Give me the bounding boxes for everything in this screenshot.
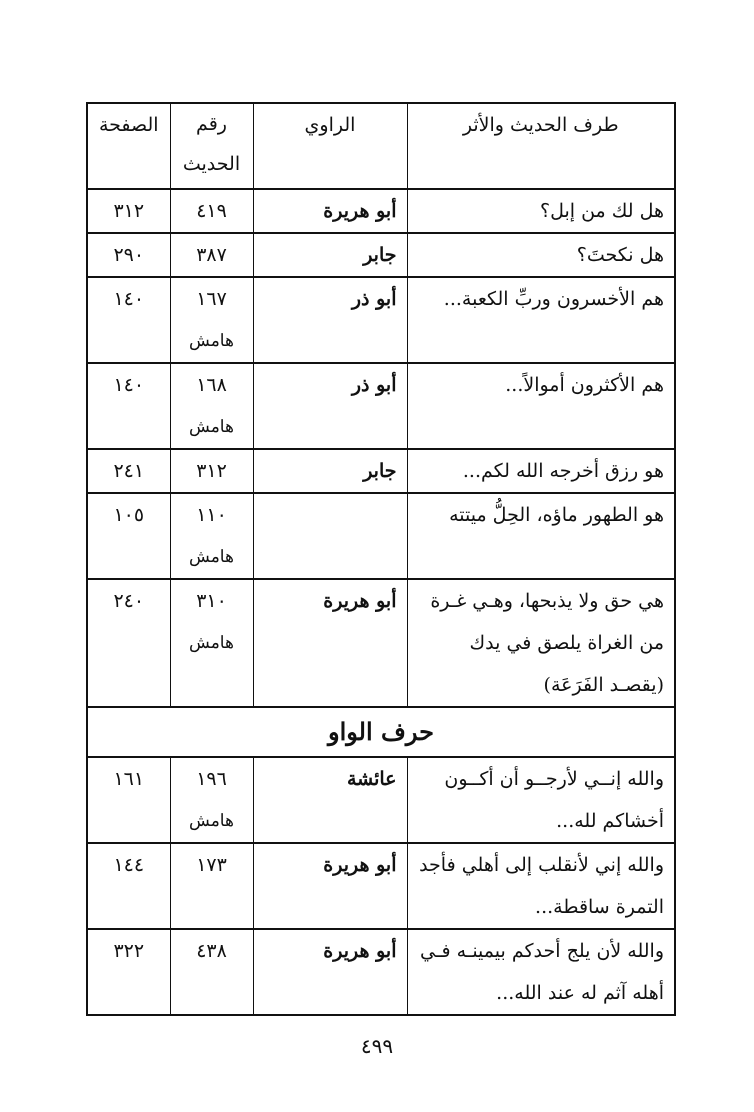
narrator-cell xyxy=(253,493,407,579)
page-cell: ١٤٠ xyxy=(87,363,170,449)
number-cell xyxy=(170,757,253,843)
header-number: رقم الحديث xyxy=(170,103,253,189)
number-cell xyxy=(170,843,253,929)
narrator-cell: جابر xyxy=(253,449,407,493)
page-cell: ١٤٠ xyxy=(87,277,170,363)
hadith-index-table xyxy=(86,102,676,1016)
narrator-cell: أبو ذر xyxy=(253,277,407,363)
hadith-number: ٤٣٨ xyxy=(196,940,227,962)
narrator-cell: جابر xyxy=(253,233,407,277)
narrator-cell: أبو هريرة xyxy=(253,843,407,929)
margin-note: هامش xyxy=(189,417,234,437)
narrator-cell: أبو هريرة xyxy=(253,579,407,707)
header-hadith: طرف الحديث والأثر xyxy=(407,103,675,189)
hadith-cell: هم الأخسرون وربِّ الكعبة... xyxy=(407,277,675,363)
hadith-cell: والله إنــي لأرجــو أن أكــون أخشاكم لله... xyxy=(407,757,675,843)
margin-note: هامش xyxy=(189,547,234,567)
table-row xyxy=(87,493,675,579)
page-cell: ٢٩٠ xyxy=(87,233,170,277)
table-row xyxy=(87,579,675,707)
page-cell: ٢٤١ xyxy=(87,449,170,493)
header-page: الصفحة xyxy=(87,103,170,189)
narrator-cell: أبو هريرة xyxy=(253,189,407,233)
page-cell: ٣١٢ xyxy=(87,189,170,233)
hadith-number: ١٦٧ xyxy=(196,288,227,310)
page-cell: ٢٤٠ xyxy=(87,579,170,707)
hadith-number: ١١٠ xyxy=(196,504,227,526)
narrator-cell: عائشة xyxy=(253,757,407,843)
number-cell xyxy=(170,929,253,1015)
hadith-cell: هل نكحتَ؟ xyxy=(407,233,675,277)
hadith-cell: والله إني لأنقلب إلى أهلي فأجد التمرة ساقطة... xyxy=(407,843,675,929)
number-cell xyxy=(170,277,253,363)
hadith-cell: هل لك من إبل؟ xyxy=(407,189,675,233)
narrator-cell: أبو ذر xyxy=(253,363,407,449)
page-cell: ١٠٥ xyxy=(87,493,170,579)
section-header-row xyxy=(87,707,675,757)
margin-note: هامش xyxy=(189,811,234,831)
hadith-number: ١٦٨ xyxy=(196,374,227,396)
hadith-cell: هو رزق أخرجه الله لكم... xyxy=(407,449,675,493)
hadith-cell: هو الطهور ماؤه، الحِلُّ ميتته xyxy=(407,493,675,579)
number-cell xyxy=(170,189,253,233)
page-cell: ١٤٤ xyxy=(87,843,170,929)
hadith-index-table-container xyxy=(86,102,674,1016)
table-row xyxy=(87,233,675,277)
margin-note: هامش xyxy=(189,633,234,653)
hadith-number: ٣١٢ xyxy=(196,460,227,482)
page-number: ٤٩٩ xyxy=(360,1034,394,1058)
hadith-cell: هم الأكثرون أموالاً... xyxy=(407,363,675,449)
number-cell xyxy=(170,363,253,449)
table-header-row xyxy=(87,103,675,189)
number-cell xyxy=(170,579,253,707)
page-cell: ٣٢٢ xyxy=(87,929,170,1015)
table-row xyxy=(87,843,675,929)
narrator-cell: أبو هريرة xyxy=(253,929,407,1015)
table-row xyxy=(87,757,675,843)
hadith-number: ٣١٠ xyxy=(196,590,227,612)
table-row xyxy=(87,449,675,493)
table-row xyxy=(87,277,675,363)
margin-note: هامش xyxy=(189,331,234,351)
hadith-number: ٣٨٧ xyxy=(196,244,227,266)
page-cell: ١٦١ xyxy=(87,757,170,843)
hadith-cell: هي حق ولا يذبحها، وهـي غـرة من الغراة يلصق في يدك (يقصـد الفَرَعَة) xyxy=(407,579,675,707)
header-narrator: الراوي xyxy=(253,103,407,189)
table-row xyxy=(87,363,675,449)
hadith-number: ١٧٣ xyxy=(196,854,227,876)
number-cell xyxy=(170,449,253,493)
number-cell xyxy=(170,233,253,277)
hadith-number: ٤١٩ xyxy=(196,200,227,222)
hadith-number: ١٩٦ xyxy=(196,768,227,790)
number-cell xyxy=(170,493,253,579)
hadith-cell: والله لأن يلج أحدكم بيمينـه فـي أهله آثم له عند الله... xyxy=(407,929,675,1015)
table-row xyxy=(87,189,675,233)
section-title: حرف الواو xyxy=(87,707,675,757)
table-row xyxy=(87,929,675,1015)
